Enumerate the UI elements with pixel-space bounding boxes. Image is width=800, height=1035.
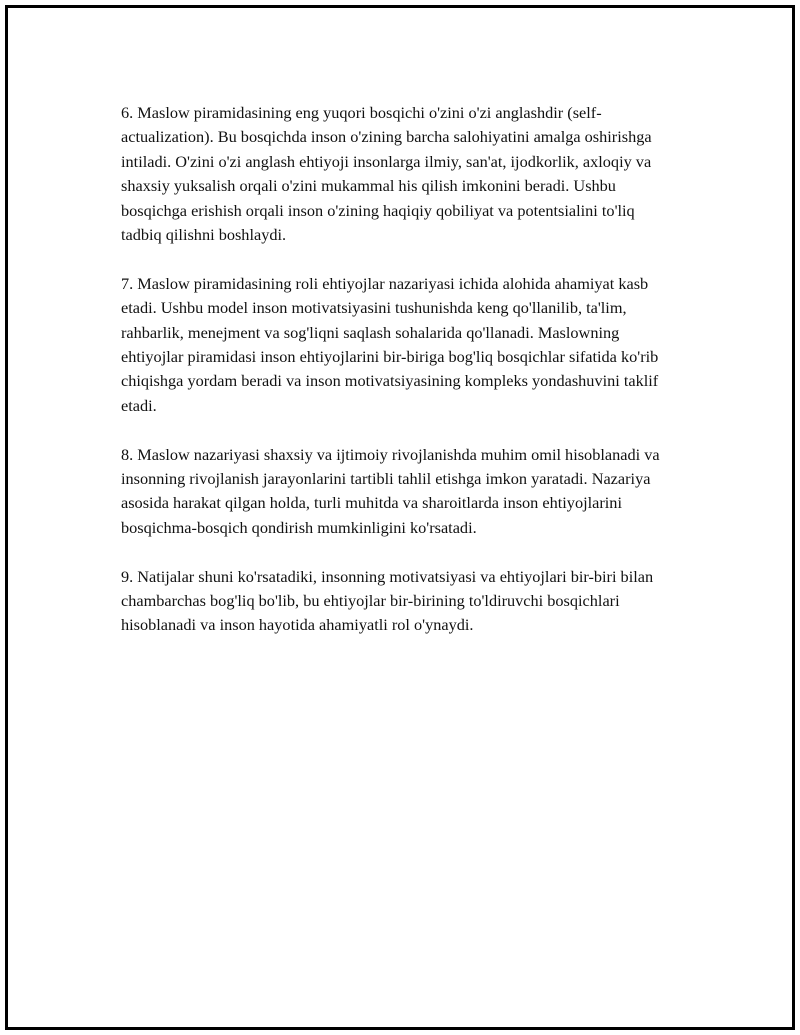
paragraph-9: 9. Natijalar shuni ko'rsatadiki, insonning motivatsiyasi va ehtiyojlari bir-biri bilan chambarchas bog'liq bo'lib, bu ehtiyojlar bir-birining to'ldiruvchi bosqichlari hisoblanadi va inson hayotida ahamiyatli rol o'ynaydi. <box>121 566 654 635</box>
document-body <box>121 101 671 662</box>
paragraph-7: 7. Maslow piramidasining roli ehtiyojlar nazariyasi ichida alohida ahamiyat kasb etadi. Ushbu model inson motivatsiyasini tushunishda keng qo'llanilib, ta'lim, rahbarlik, menejment va sog'liqni saqlash sohalarida qo'llanadi. Maslowning ehtiyojlar piramidasi inson ehtiyojlarini bir-biriga bog'liq bosqichlar sifatida ko'rib chiqishga yordam beradi va inson motivatsiyasining kompleks yondashuvini taklif etadi. <box>121 273 659 415</box>
paragraph-6: 6. Maslow piramidasining eng yuqori bosqichi o'zini o'zi anglashdir (self-actualization). Bu bosqichda inson o'zining barcha salohiyatini amalga oshirishga intiladi. O'zini o'zi anglash ehtiyoji insonlarga ilmiy, san'at, ijodkorlik, axloqiy va shaxsiy yuksalish orqali o'zini mukammal his qilish imkonini beradi. Ushbu bosqichga erishish orqali inson o'zining haqiqiy qobiliyat va potentsialini to'liq tadbiq qilishni boshlaydi. <box>121 103 652 245</box>
paragraph-8: 8. Maslow nazariyasi shaxsiy va ijtimoiy rivojlanishda muhim omil hisoblanadi va insonning rivojlanish jarayonlarini tartibli tahlil etishga imkon yaratadi. Nazariya asosida harakat qilgan holda, turli muhitda va sharoitlarda inson ehtiyojlarini bosqichma-bosqich qondirish mumkinligini ko'rsatadi. <box>121 444 660 537</box>
page-frame <box>5 5 795 1030</box>
